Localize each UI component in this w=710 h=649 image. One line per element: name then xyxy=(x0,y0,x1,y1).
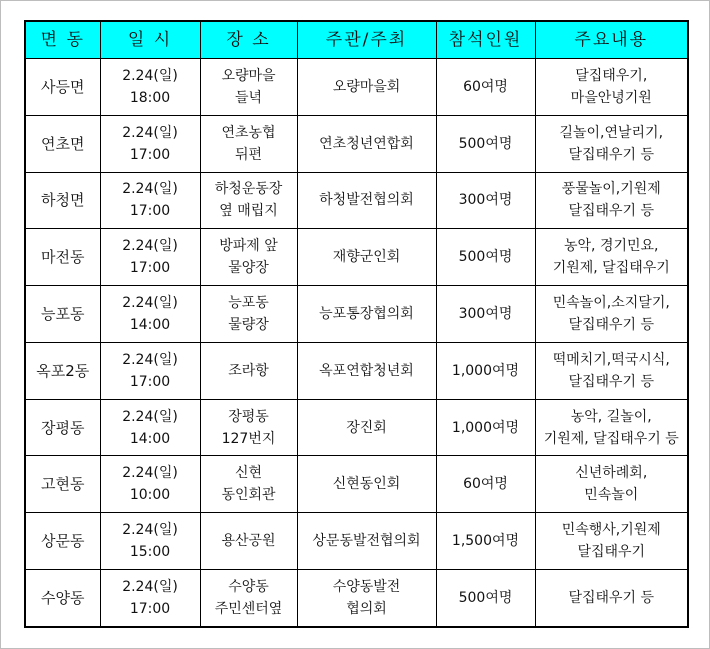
table-row xyxy=(25,456,688,513)
attendance-cell xyxy=(436,456,535,513)
event-time: 10:00 xyxy=(129,487,171,504)
place-line: 수양동 xyxy=(228,579,269,596)
place-line: 뒤편 xyxy=(234,146,263,163)
place-line: 하청운동장 xyxy=(214,181,283,198)
area-cell xyxy=(25,456,100,513)
event-time: 17:00 xyxy=(129,203,171,220)
host-line: 연초청년연합회 xyxy=(319,135,414,152)
attendance-count: 1,000여명 xyxy=(451,419,520,436)
content-line: 기원제, 달집태우기 등 xyxy=(543,430,679,447)
area-cell xyxy=(25,115,100,172)
area-cell xyxy=(25,513,100,570)
content-cell xyxy=(535,172,688,229)
event-time: 14:00 xyxy=(129,430,171,447)
content-line: 기원제, 달집태우기 xyxy=(552,260,670,277)
content-line: 달집태우기, xyxy=(575,67,648,84)
attendance-cell xyxy=(436,399,535,456)
event-date: 2.24(일) xyxy=(122,124,178,141)
datetime-cell xyxy=(100,286,200,343)
place-cell xyxy=(200,456,297,513)
host-cell xyxy=(297,115,436,172)
content-cell xyxy=(535,456,688,513)
datetime-cell xyxy=(100,513,200,570)
attendance-count: 300여명 xyxy=(458,192,513,209)
area-name: 상문동 xyxy=(41,532,85,551)
place-line: 신현 xyxy=(234,465,263,482)
event-date: 2.24(일) xyxy=(122,408,178,425)
place-cell xyxy=(200,59,297,116)
header-place: 장 소 xyxy=(200,21,297,59)
host-cell xyxy=(297,172,436,229)
place-cell xyxy=(200,513,297,570)
content-line: 마을안녕기원 xyxy=(570,89,652,106)
area-cell xyxy=(25,286,100,343)
table-row xyxy=(25,399,688,456)
host-line: 협의회 xyxy=(346,601,387,618)
header-row xyxy=(25,21,688,59)
place-line: 들녁 xyxy=(234,89,263,106)
area-name: 마전동 xyxy=(41,248,85,267)
event-date: 2.24(일) xyxy=(122,295,178,312)
content-cell xyxy=(535,570,688,627)
event-time: 14:00 xyxy=(129,317,171,334)
content-line: 농악, 길놀이, xyxy=(570,408,652,425)
area-cell xyxy=(25,59,100,116)
place-line: 옆 매립지 xyxy=(219,203,278,220)
content-line: 달집태우기 등 xyxy=(568,590,655,607)
attendance-cell xyxy=(436,513,535,570)
event-date: 2.24(일) xyxy=(122,351,178,368)
place-line: 동인회관 xyxy=(221,487,276,504)
event-time: 15:00 xyxy=(129,544,171,561)
event-time: 17:00 xyxy=(129,601,171,618)
host-line: 능포통장협의회 xyxy=(319,306,414,323)
host-line: 수양동발전 xyxy=(332,579,401,596)
host-line: 옥포연합청년회 xyxy=(319,362,414,379)
host-line: 하청발전협의회 xyxy=(319,192,414,209)
content-line: 풍물놀이,기원제 xyxy=(561,181,661,198)
host-line: 재향군인회 xyxy=(332,249,401,266)
attendance-count: 500여명 xyxy=(458,590,513,607)
header-area: 면 동 xyxy=(25,21,100,59)
event-date: 2.24(일) xyxy=(122,579,178,596)
content-line: 민속행사,기원제 xyxy=(561,522,661,539)
event-date: 2.24(일) xyxy=(122,465,178,482)
host-cell xyxy=(297,570,436,627)
area-name: 사등면 xyxy=(41,77,85,96)
attendance-cell xyxy=(436,570,535,627)
area-cell xyxy=(25,570,100,627)
host-cell xyxy=(297,342,436,399)
event-time: 17:00 xyxy=(129,260,171,277)
datetime-cell xyxy=(100,229,200,286)
place-line: 용산공원 xyxy=(221,533,276,550)
area-cell xyxy=(25,342,100,399)
table-row xyxy=(25,115,688,172)
event-date: 2.24(일) xyxy=(122,522,178,539)
attendance-count: 500여명 xyxy=(458,135,513,152)
place-cell xyxy=(200,399,297,456)
table-row xyxy=(25,513,688,570)
event-time: 17:00 xyxy=(129,373,171,390)
place-cell xyxy=(200,286,297,343)
host-line: 오량마을회 xyxy=(332,78,401,95)
content-cell xyxy=(535,286,688,343)
content-cell xyxy=(535,513,688,570)
attendance-count: 500여명 xyxy=(458,249,513,266)
datetime-cell xyxy=(100,115,200,172)
content-line: 달집태우기 등 xyxy=(568,373,655,390)
header-datetime: 일 시 xyxy=(100,21,200,59)
place-line: 오량마을 xyxy=(221,67,276,84)
attendance-count: 1,500여명 xyxy=(451,533,520,550)
area-cell xyxy=(25,229,100,286)
datetime-cell xyxy=(100,399,200,456)
area-name: 고현동 xyxy=(41,475,85,494)
attendance-count: 60여명 xyxy=(463,476,508,493)
place-line: 물량장 xyxy=(228,317,269,334)
host-cell xyxy=(297,513,436,570)
event-schedule-table xyxy=(24,20,689,628)
attendance-cell xyxy=(436,229,535,286)
area-cell xyxy=(25,172,100,229)
place-cell xyxy=(200,229,297,286)
datetime-cell xyxy=(100,456,200,513)
content-line: 떡메치기,떡국시식, xyxy=(552,351,670,368)
place-cell xyxy=(200,115,297,172)
content-line: 달집태우기 등 xyxy=(568,317,655,334)
attendance-count: 1,000여명 xyxy=(451,362,520,379)
area-cell xyxy=(25,399,100,456)
attendance-cell xyxy=(436,172,535,229)
attendance-cell xyxy=(436,115,535,172)
content-line: 길놀이,연날리기, xyxy=(559,124,664,141)
table-row xyxy=(25,286,688,343)
event-time: 18:00 xyxy=(129,89,171,106)
datetime-cell xyxy=(100,59,200,116)
area-name: 하청면 xyxy=(41,191,85,210)
event-date: 2.24(일) xyxy=(122,67,178,84)
place-line: 방파제 앞 xyxy=(219,238,278,255)
attendance-cell xyxy=(436,286,535,343)
host-cell xyxy=(297,59,436,116)
table-row xyxy=(25,570,688,627)
host-cell xyxy=(297,229,436,286)
place-line: 연초농협 xyxy=(221,124,276,141)
host-cell xyxy=(297,456,436,513)
content-line: 달집태우기 등 xyxy=(568,203,655,220)
place-line: 장평동 xyxy=(228,408,269,425)
table-row xyxy=(25,59,688,116)
datetime-cell xyxy=(100,172,200,229)
host-line: 신현동인회 xyxy=(332,476,401,493)
area-name: 수양동 xyxy=(41,589,85,608)
table-row xyxy=(25,229,688,286)
datetime-cell xyxy=(100,570,200,627)
table-row xyxy=(25,342,688,399)
content-line: 농악, 경기민요, xyxy=(564,238,659,255)
content-cell xyxy=(535,399,688,456)
host-line: 상문동발전협의회 xyxy=(312,533,421,550)
area-name: 장평동 xyxy=(41,418,85,437)
attendance-cell xyxy=(436,59,535,116)
content-line: 민속놀이 xyxy=(584,487,639,504)
area-name: 능포동 xyxy=(41,305,85,324)
place-line: 능포동 xyxy=(228,295,269,312)
header-content: 주요내용 xyxy=(535,21,688,59)
event-time: 17:00 xyxy=(129,146,171,163)
attendance-count: 60여명 xyxy=(463,78,508,95)
event-date: 2.24(일) xyxy=(122,238,178,255)
content-cell xyxy=(535,342,688,399)
attendance-count: 300여명 xyxy=(458,306,513,323)
content-line: 달집태우기 xyxy=(577,544,646,561)
event-date: 2.24(일) xyxy=(122,181,178,198)
header-host: 주관/주최 xyxy=(297,21,436,59)
place-cell xyxy=(200,570,297,627)
header-attendance: 참석인원 xyxy=(436,21,535,59)
content-cell xyxy=(535,59,688,116)
host-cell xyxy=(297,286,436,343)
area-name: 옥포2동 xyxy=(36,361,90,380)
content-line: 민속놀이,소지달기, xyxy=(552,295,670,312)
table-row xyxy=(25,172,688,229)
attendance-cell xyxy=(436,342,535,399)
place-cell xyxy=(200,172,297,229)
content-line: 달집태우기 등 xyxy=(568,146,655,163)
place-line: 127번지 xyxy=(221,430,276,447)
place-cell xyxy=(200,342,297,399)
host-line: 장진회 xyxy=(346,419,387,436)
place-line: 물양장 xyxy=(228,260,269,277)
area-name: 연초면 xyxy=(41,134,85,153)
content-line: 신년하례회, xyxy=(575,465,648,482)
host-cell xyxy=(297,399,436,456)
datetime-cell xyxy=(100,342,200,399)
content-cell xyxy=(535,229,688,286)
place-line: 주민센터옆 xyxy=(214,601,283,618)
place-line: 조라항 xyxy=(228,362,269,379)
content-cell xyxy=(535,115,688,172)
